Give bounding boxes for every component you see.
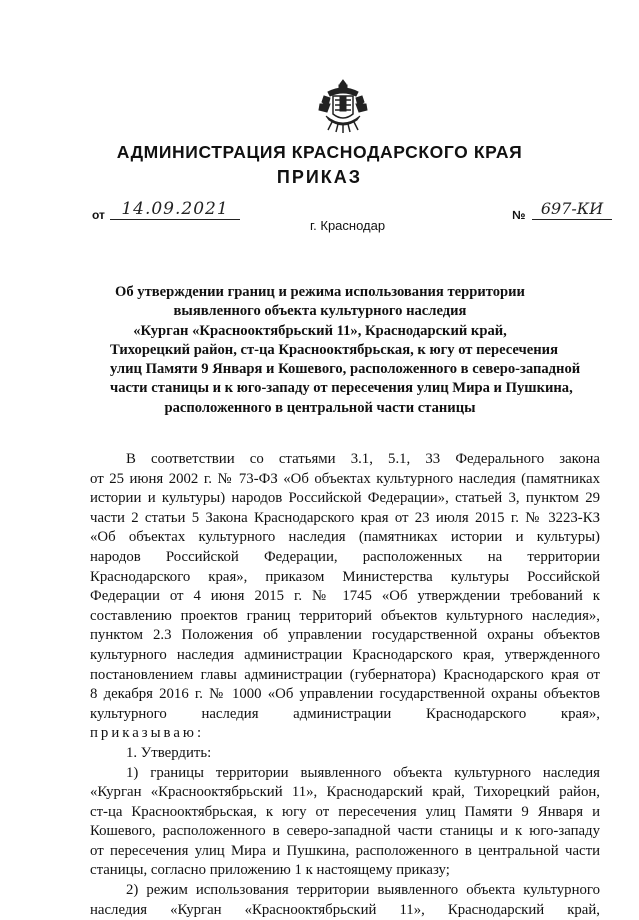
body-line: пунктом 2.3 Положения об управлении государственной охраны объектов [90,627,600,644]
coat-of-arms-icon [318,78,368,134]
body-line: 2) режим использования территории выявленного объекта культурного [126,882,600,899]
body-line: от 25 июня 2002 г. № 73-ФЗ «Об объектах культурного наследия (памятниках [90,470,600,487]
body-line: Кошевого, расположенного в северо-западной части станицы и к юго-западу [90,823,600,840]
body-line: истории и культуры) народов Российской Федерации», статьей 3, пунктом 29 [90,490,600,507]
organization-title: АДМИНИСТРАЦИЯ КРАСНОДАРСКОГО КРАЯ [116,142,523,162]
body-line: приказываю: [90,725,205,742]
document-number: 697-КИ [532,199,612,220]
body-line: «Курган «Краснооктябрьский 11», Краснодарский край, Тихорецкий район, [90,784,600,801]
subject-line: «Курган «Краснооктябрьский 11», Краснодарский край, [133,322,507,339]
body-line: В соответствии со статьями 3.1, 5.1, 33 Федерального закона [126,451,600,467]
body-line: 1. Утвердить: [126,744,212,761]
body-line: составлению проектов границ территорий объектов культурного наследия», [90,607,600,624]
subject-line: расположенного в центральной части станицы [164,399,476,416]
body-line: 8 декабря 2016 г. № 1000 «Об управлении государственной охраны объектов [90,686,600,703]
body-line: народов Российской Федерации, расположенных на территории [90,548,600,565]
subject-line: Об утверждении границ и режима использования территории [115,284,525,300]
date-prefix: от [92,208,105,222]
body-line: Краснодарского края», приказом Министерства культуры Российской [90,568,600,585]
body-line: части 2 статьи 5 Закона Краснодарского края от 23 июля 2015 г. № 3223-КЗ [90,509,600,526]
body-line: «Об объектах культурного наследия (памятниках истории и культуры) [90,529,600,546]
subject-line: части станицы и к юго-западу от пересечения улиц Мира и Пушкина, [110,380,573,397]
body-line: культурного наследия администрации Краснодарского края, утвержденного [90,646,600,663]
subject-line: Тихорецкий район, ст-ца Краснооктябрьская, к югу от пересечения [110,341,558,358]
number-prefix: № [512,208,526,222]
body-line: культурного наследия администрации Краснодарского края», [90,705,600,722]
subject-line: выявленного объекта культурного наследия [173,303,467,320]
body-line: от пересечения улиц Мира и Пушкина, расположенного в центральной части [90,842,600,859]
body-line: ст-ца Краснооктябрьская, к югу от пересечения улиц Памяти 9 Января и [90,803,600,820]
body-line: 1) границы территории выявленного объекта культурного наследия [126,764,600,781]
document-subject [110,283,581,418]
document-body [90,450,600,920]
body-line: наследия «Курган «Краснооктябрьский 11», Краснодарский край, [90,901,600,918]
body-line: Федерации от 4 июня 2015 г. № 1745 «Об утверждении требований к [90,588,600,605]
city-label: г. Краснодар [310,218,386,233]
document-date: 14.09.2021 [110,199,240,220]
document-type-title: ПРИКАЗ [276,167,363,187]
body-line: станицы, согласно приложению 1 к настоящему приказу; [90,862,450,879]
body-line: постановлением главы администрации (губернатора) Краснодарского края от [90,666,600,683]
subject-line: улиц Памяти 9 Января и Кошевого, расположенного в северо-западной [110,361,581,378]
